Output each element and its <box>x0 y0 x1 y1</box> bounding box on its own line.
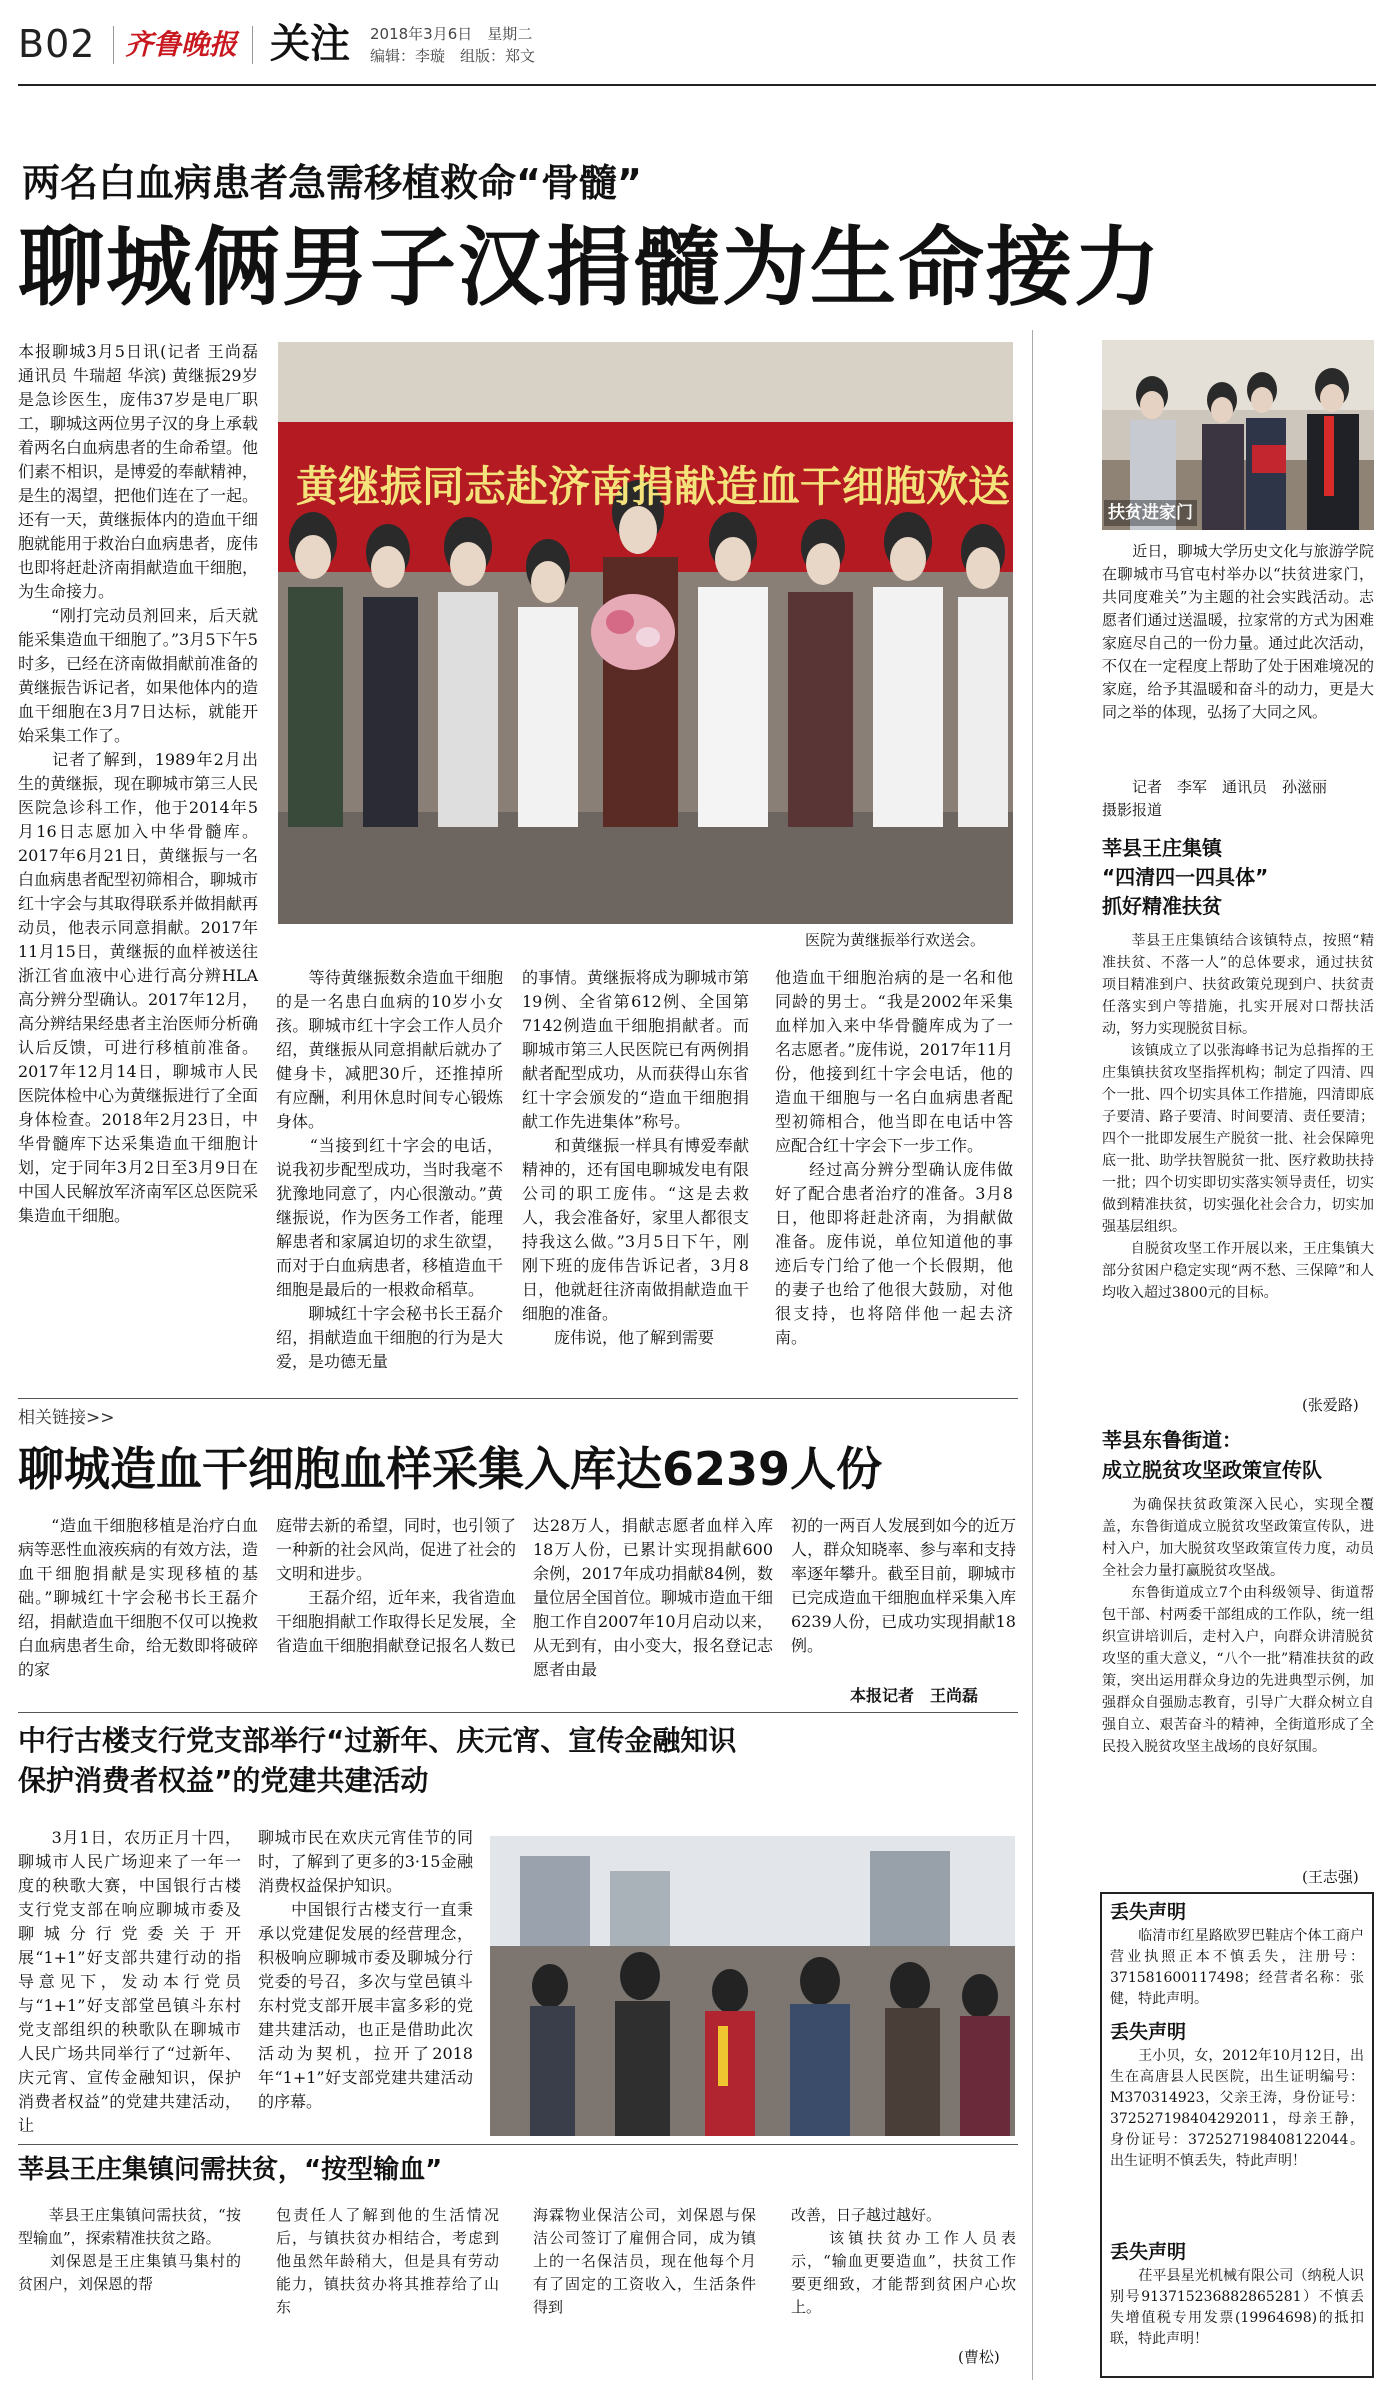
notice-body: 王小贝，女，2012年10月12日，出生在高唐县人民医院，出生证明编号：M370314923，父亲王涛，身份证号：372527198404292011，母亲王静，身份证号：372527198408122044。出生证明不慎丢失，特此声明！ <box>1110 2048 1364 2169</box>
shenxian-col2: 包责任人了解到他的生活情况后，与镇扶贫办相结合，考虑到他虽然年龄稍大，但是具有劳动能力，镇扶贫办将其推荐给了山东 <box>276 2206 499 2316</box>
lead-photo-caption: 医院为黄继振举行欢送会。 <box>805 931 986 949</box>
section-rule <box>18 1712 1018 1713</box>
lead-headline: 聊城俩男子汉捐髓为生命接力 <box>18 218 1162 318</box>
sidebar-story3-text: 为确保扶贫政策深入民心，实现全覆盖，东鲁街道成立脱贫攻坚政策宣传队，进村入户，加大脱贫攻坚政策宣传力度，动员全社会力量打赢脱贫攻坚战。 东鲁街道成立7个由科级领导、街道帮包干部、村两委干部组成的工作队，统一组织宣讲培训后，走村入户，向群众讲清脱贫攻坚的重大意义，“八个一批”精准扶贫的政策，突出运用群众身边的先进典型示例，加强群众自强励志教育，引导广大群众树立自强自立、艰苦奋斗的精神，全街道形成了全民投入脱贫攻坚主战场的良好氛围。 <box>1102 1497 1374 1755</box>
related-col2: 庭带去新的希望，同时，也引领了一种新的社会风尚，促进了社会的文明和进步。 王磊介绍，近年来，我省造血干细胞捐献工作取得长足发展，全省造血干细胞捐献登记报名人数已 <box>276 1516 517 1655</box>
masthead-rule <box>18 84 1376 86</box>
lead-article-col2: 等待黄继振数余造血干细胞的是一名患白血病的10岁小女孩。聊城市红十字会工作人员介绍，黄继振从同意捐献后就办了健身卡，减肥30斤，还推掉所有应酬，利用休息时间专心锻炼身体。 “当接到红十字会的电话，说我初步配型成功，当时我毫不犹豫地同意了，内心很激动。”黄继振说，作为医务工作者，能理解患者和家属迫切的求生欲望，而对于白血病患者，移植造血干细胞是最后的一根救命稻草。 聊城红十字会秘书长王磊介绍，捐献造血干细胞的行为是大爱，是功德无量 <box>276 968 503 1371</box>
sidebar-divider <box>1032 330 1033 2380</box>
lead-kicker: 两名白血病患者急需移植救命“骨髓” <box>22 161 642 205</box>
lead-article-col3: 的事情。黄继振将成为聊城市第19例、全省第612例、全国第7142例造血干细胞捐献者。而聊城市第三人民医院已有两例捐献者配型成功，从而获得山东省红十字会颁发的“造血干细胞捐献工作先进集体”称号。 和黄继振一样具有博爱奉献精神的，还有国电聊城发电有限公司的职工庞伟。“这是去救人，我会准备好，家里人都很支持我这么做。”3月5日下午，刚刚下班的庞伟告诉记者，3月8日，他就赶往济南做捐献造血干细胞的准备。 庞伟说，他了解到需要 <box>522 968 749 1347</box>
section-rule <box>18 2144 1018 2145</box>
bank-headline-line2: 保护消费者权益”的党建共建活动 <box>18 1764 429 1797</box>
credits <box>370 46 535 66</box>
bank-photo <box>490 1836 1015 2136</box>
sidebar-story1-byline: 记者 李军 通讯员 孙滋丽 摄影报道 <box>1102 778 1328 819</box>
notice-title: 丢失声明 <box>1110 2241 1187 2263</box>
bank-col1: 3月1日，农历正月十四，聊城市人民广场迎来了一年一度的秧歌大赛，中国银行古楼支行党支部在响应聊城市委及聊城分行党委关于开展“1+1”好支部共建行动的指导意见下，发动本行党员与“1+1”好支部堂邑镇斗东村党支部组织的秧歌队在聊城市人民广场共同举行了“过新年、庆元宵、宣传金融知识，保护消费者权益”的党建共建活动，让 <box>18 1828 241 2135</box>
lead-article-col4: 他造血干细胞治病的是一名和他同龄的男士。“我是2002年采集血样加入来中华骨髓库成为了一名志愿者。”庞伟说，2017年11月份，他接到红十字会电话，他的造血干细胞与一名白血病患者配型初筛相合，他当即在电话中答应配合红十字会下一步工作。 经过高分辨分型确认庞伟做好了配合患者治疗的准备。3月8日，他即将赶赴济南，为捐献做准备。庞伟说，单位知道他的事迹后专门给了他一个长假期，他的妻子也给了他很大鼓励，对他很支持，也将陪伴他一起去济南。 <box>775 968 1013 1347</box>
sidebar-photo <box>1102 340 1374 530</box>
notice-title: 丢失声明 <box>1110 1901 1187 1923</box>
square-activity-illustration <box>490 1836 1015 2136</box>
related-byline: 本报记者 王尚磊 <box>850 1686 979 1705</box>
shenxian-headline: 莘县王庄集镇问需扶贫，“按型输血” <box>18 2155 443 2185</box>
shenxian-byline: (曹松) <box>958 2348 1000 2366</box>
paper-logo: 齐鲁晚报 <box>125 28 238 61</box>
issue-date: 2018年3月6日 <box>370 25 473 43</box>
photo-banner-text: 黄继振同志赴济南捐献造血干细胞欢送 <box>296 462 1011 511</box>
related-headline: 聊城造血干细胞血样采集入库达6239人份 <box>18 1442 883 1496</box>
related-link-label: 相关链接>> <box>18 1408 115 1428</box>
notice-title: 丢失声明 <box>1110 2021 1187 2043</box>
divider <box>113 26 114 64</box>
sidebar-story2-headline-1: 莘县王庄集镇 <box>1102 836 1222 860</box>
shenxian-col1: 莘县王庄集镇问需扶贫，“按型输血”，探索精准扶贫之路。 刘保恩是王庄集镇马集村的贫困户，刘保恩的帮 <box>18 2206 241 2293</box>
section-rule <box>18 1398 1018 1399</box>
sidebar-story1: 近日，聊城大学历史文化与旅游学院在聊城市马官屯村举办以“扶贫进家门，共同度难关”为主题的社会实践活动。志愿者们通过送温暖，拉家常的方式为困难家庭尽自己的一份力量。通过此次活动，不仅在一定程度上帮助了处于困难境况的家庭，给予其温暖和奋斗的动力，更是大同之举的体现，弘扬了大同之风。 <box>1102 542 1374 721</box>
lead-article-col1: 本报聊城3月5日讯(记者 王尚磊 通讯员 牛瑞超 华滨) 黄继振29岁是急诊医生，庞伟37岁是电厂职工，聊城这两位男子汉的身上承载着两名白血病患者的生命希望。他们素不相识，是博爱的奉献精神，是生的渴望，把他们连在了一起。还有一天，黄继振体内的造血干细胞就能用于救治白血病患者，庞伟也即将赶赴济南捐献造血干细胞，为生命接力。 “刚打完动员剂回来，后天就能采集造血干细胞了。”3月5下午5时多，已经在济南做捐献前准备的黄继振告诉记者，如果他体内的造血干细胞在3月7日达标，就能开始采集工作了。 记者了解到，1989年2月出生的黄继振，现在聊城市第三人民医院急诊科工作，他于2014年5月16日志愿加入中华骨髓库。2017年6月21日，黄继振与一名白血病患者配型初筛相合，聊城市红十字会与其取得联系并做捐献再动员，他表示同意捐献。2017年11月15日，黄继振的血样被送往浙江省血液中心进行高分辨HLA高分辨分型确认。2017年12月，高分辨结果经患者主治医师分析确认后反馈，可进行移植前准备。2017年12月14日，聊城市人民医院体检中心为黄继振进行了全面身体检查。2018年2月23日，中华骨髓库下达采集造血干细胞计划，定于同年3月2日至3月9日在中国人民解放军济南军区总医院采集造血干细胞。 <box>18 342 259 1225</box>
lead-photo <box>278 342 1013 924</box>
dateline <box>370 24 532 44</box>
bank-col2: 聊城市民在欢庆元宵佳节的同时，了解到了更多的3·15金融消费权益保护知识。 中国银行古楼支行一直秉承以党建促发展的经营理念，积极响应聊城市委及聊城分行党委的号召，多次与堂邑镇斗东村党支部开展丰富多彩的党建共建活动，也正是借助此次活动为契机，拉开了2018年“1+1”好支部党建共建活动的序幕。 <box>258 1828 473 2111</box>
shenxian-col3: 海霖物业保洁公司，刘保恩与保洁公司签订了雇佣合同，成为镇上的一名保洁员，现在他每个月有了固定的工资收入，生活条件得到 <box>533 2206 756 2316</box>
layout-editor: 组版：郑文 <box>460 47 536 65</box>
shenxian-col4: 改善，日子越过越好。 该镇扶贫办工作人员表示，“输血更要造血”，扶贫工作要更细致，才能帮到贫困户心坎上。 <box>791 2206 1016 2316</box>
bank-headline-line1: 中行古楼支行党支部举行“过新年、庆元宵、宣传金融知识 <box>18 1724 737 1757</box>
sidebar-story2-headline-2: “四清四一四具体” <box>1102 865 1269 889</box>
related-col3: 达28万人，捐献志愿者血样入库18万人份，已累计实现捐献600余例，2017年成功捐献84例，数量位居全国首位。聊城市造血干细胞工作自2007年10月启动以来，从无到有，由小变大，报名登记志愿者由最 <box>533 1516 774 1679</box>
sidebar-story2-text: 莘县王庄集镇结合该镇特点，按照“精准扶贫、不落一人”的总体要求，通过扶贫项目精准到户、扶贫政策兑现到户、扶贫责任落实到户等措施，扎实开展对口帮扶活动，努力实现脱贫目标。 该镇成立了以张海峰书记为总指挥的王庄集镇扶贫攻坚指挥机构；制定了四清、四个一批、四个切实具体工作措施，四清即底子要清、路子要清、时间要清、责任要清；四个一批即发展生产脱贫一批、社会保障兜底一批、助学扶智脱贫一批、医疗救助扶持一批；四个切实即切实落实领导责任，切实做到精准扶贫，切实强化社会合力，切实加强基层组织。 自脱贫攻坚工作开展以来，王庄集镇大部分贫困户稳定实现“两不愁、三保障”和人均收入超过3800元的目标。 <box>1102 933 1374 1301</box>
related-col1: “造血干细胞移植是治疗白血病等恶性血液疾病的有效方法，造血干细胞捐献是实现移植的基础。”聊城红十字会秘书长王磊介绍，捐献造血干细胞不仅可以挽救白血病患者生命，给无数即将破碎的家 <box>18 1516 259 1679</box>
related-col4: 初的一两百人发展到如今的近万人，群众知晓率、参与率和支持率逐年攀升。截至目前，聊城市已完成造血干细胞血样采集入库6239人份，已成功实现捐献18例。 <box>791 1516 1016 1655</box>
notice-body: 茌平县星光机械有限公司（纳税人识别号913715236882865281）不慎丢失增值税专用发票(19964698)的抵扣联，特此声明！ <box>1110 2268 1364 2347</box>
sidebar-story2-headline-3: 抓好精准扶贫 <box>1102 894 1222 918</box>
sidebar-photo-caption: 扶贫进家门 <box>1104 500 1197 526</box>
sidebar-story3-headline-2: 成立脱贫攻坚政策宣传队 <box>1102 1458 1322 1482</box>
sidebar-story2-byline: (张爱路) <box>1302 1396 1359 1414</box>
editor: 编辑：李璇 <box>370 47 446 65</box>
notice-body: 临清市红星路欧罗巴鞋店个体工商户营业执照正本不慎丢失，注册号：371581600117498；经营者名称：张健，特此声明。 <box>1110 1928 1364 2007</box>
issue-weekday: 星期二 <box>487 25 533 43</box>
page-number: B02 <box>18 22 96 66</box>
farewell-ceremony-illustration <box>278 342 1013 924</box>
divider <box>252 26 253 64</box>
lost-notices-box <box>1100 1892 1374 2378</box>
sidebar-story3-byline: (王志强) <box>1302 1868 1359 1886</box>
sidebar-story3-headline-1: 莘县东鲁街道： <box>1102 1428 1242 1452</box>
section-name: 关注 <box>270 21 350 67</box>
